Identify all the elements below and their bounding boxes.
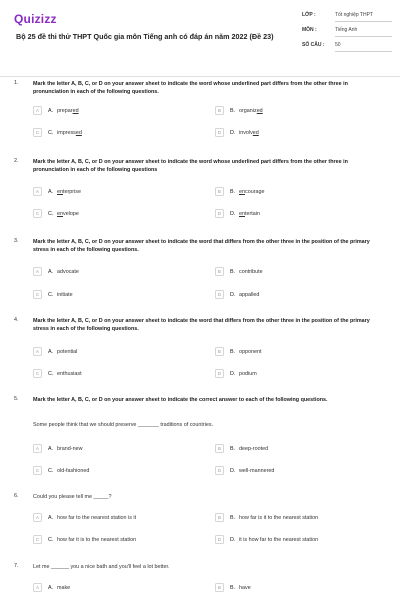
underlined-part: en — [239, 210, 245, 217]
option-c[interactable] — [33, 535, 203, 545]
option-letter: D. — [230, 536, 236, 543]
option-d[interactable] — [215, 369, 385, 379]
option-text: brand-new — [57, 445, 83, 452]
option-text-part: velope — [63, 210, 79, 217]
option-box: B — [215, 444, 224, 453]
option-text-part: prepar — [57, 107, 73, 114]
option-box: C — [33, 535, 42, 544]
option-letter: C. — [48, 467, 54, 474]
option-letter: B. — [230, 445, 236, 452]
option-text — [57, 189, 81, 195]
question-text: Mark the letter A, B, C, or D on your answer sheet to indicate the word that differs from the other three in the position of the primary stress in each of the following questions. — [33, 239, 370, 253]
option-text — [57, 130, 82, 136]
question-number: 1. — [14, 80, 19, 86]
option-letter: A. — [48, 514, 54, 521]
option-text: podium — [239, 370, 257, 377]
option-d[interactable] — [215, 466, 385, 476]
option-text: how far it is to the nearest station — [57, 536, 137, 543]
option-text: advocate — [57, 268, 79, 275]
option-box: A — [33, 444, 42, 453]
option-letter: A. — [48, 268, 54, 275]
question-number: 5. — [14, 396, 19, 402]
option-box: B — [215, 106, 224, 115]
option-d[interactable] — [215, 290, 385, 300]
option-letter: C. — [48, 129, 54, 136]
worksheet-meta — [302, 12, 392, 57]
option-text-part: involv — [239, 129, 253, 136]
option-text: potential — [57, 348, 78, 355]
question-number: 6. — [14, 493, 19, 499]
option-text: old-fashioned — [57, 467, 90, 474]
option-box: D — [215, 290, 224, 299]
question-text: Could you please tell me _____? — [33, 494, 112, 500]
option-a[interactable] — [33, 583, 203, 593]
meta-row-mon — [302, 27, 392, 42]
option-text: contribute — [239, 268, 263, 275]
option-a[interactable] — [33, 187, 203, 197]
option-a[interactable] — [33, 513, 203, 523]
question-number: 3. — [14, 238, 19, 244]
option-letter: B. — [230, 188, 236, 195]
question-number: 4. — [14, 317, 19, 323]
option-box: D — [215, 466, 224, 475]
option-box: C — [33, 128, 42, 137]
meta-value: Tốt nghiệp THPT — [335, 12, 392, 22]
option-d[interactable] — [215, 535, 385, 545]
option-text: have — [239, 584, 251, 591]
document-title: Bộ 25 đề thi thử THPT Quốc gia môn Tiếng anh có đáp án năm 2022 (Đề 23) — [16, 32, 274, 41]
option-text-part: courage — [245, 188, 265, 195]
option-letter: D. — [230, 467, 236, 474]
option-letter: B. — [230, 268, 236, 275]
option-a[interactable] — [33, 106, 203, 116]
underlined-part: ed — [75, 129, 82, 136]
option-text: initiate — [57, 291, 73, 298]
option-letter: A. — [48, 445, 54, 452]
option-c[interactable] — [33, 466, 203, 476]
option-letter: C. — [48, 370, 54, 377]
option-box: B — [215, 583, 224, 592]
option-box: C — [33, 466, 42, 475]
question-number: 7. — [14, 563, 19, 569]
worksheet-header — [0, 0, 400, 76]
option-text-part: impress — [57, 129, 76, 136]
option-text: it is how far to the nearest station — [239, 536, 319, 543]
option-b[interactable] — [215, 583, 385, 593]
option-text — [239, 189, 264, 195]
option-letter: A. — [48, 188, 54, 195]
option-box: D — [215, 535, 224, 544]
option-box: C — [33, 209, 42, 218]
option-c[interactable] — [33, 209, 203, 219]
option-b[interactable] — [215, 513, 385, 523]
question-number: 2. — [14, 158, 19, 164]
question-text: Let me ______ you a nice bath and you'll feel a lot better. — [33, 564, 170, 570]
option-letter: B. — [230, 348, 236, 355]
option-b[interactable] — [215, 444, 385, 454]
option-letter: A. — [48, 107, 54, 114]
meta-row-socau — [302, 42, 392, 57]
meta-row-lop — [302, 12, 392, 27]
option-box: D — [215, 128, 224, 137]
option-box: C — [33, 369, 42, 378]
option-text: opponent — [239, 348, 262, 355]
underlined-part: ed — [72, 107, 79, 114]
option-text — [239, 108, 263, 114]
option-text — [239, 130, 259, 136]
underlined-part: en — [57, 210, 63, 217]
question-text: Mark the letter A, B, C, or D on your answer sheet to indicate the word whose underlined part differs from the other three in pronunciation in each of the following questions — [33, 159, 348, 173]
option-text-part: terprise — [63, 188, 81, 195]
option-letter: D. — [230, 370, 236, 377]
option-box: A — [33, 513, 42, 522]
question-text: Mark the letter A, B, C, or D on your answer sheet to indicate the word whose underlined part differs from the other three in pronunciation in each of the following questions. — [33, 81, 348, 95]
option-box: A — [33, 187, 42, 196]
option-text: deep-rooted — [239, 445, 269, 452]
option-box: B — [215, 513, 224, 522]
option-letter: B. — [230, 584, 236, 591]
option-letter: A. — [48, 584, 54, 591]
option-letter: C. — [48, 210, 54, 217]
underlined-part: ed — [252, 129, 259, 136]
option-box: D — [215, 369, 224, 378]
meta-label: SỐ CÂU : — [302, 42, 325, 48]
option-box: B — [215, 347, 224, 356]
question-text: Mark the letter A, B, C, or D on your answer sheet to indicate the correct answer to each of the following questions. — [33, 397, 328, 403]
option-b[interactable] — [215, 106, 385, 116]
option-box: B — [215, 267, 224, 276]
underlined-part: en — [57, 188, 63, 195]
option-b[interactable] — [215, 347, 385, 357]
option-text-part: tertain — [245, 210, 260, 217]
option-letter: C. — [48, 291, 54, 298]
meta-value: 50 — [335, 42, 392, 52]
option-text: how far is it to the nearest station — [239, 514, 319, 521]
option-box: C — [33, 290, 42, 299]
option-letter: D. — [230, 291, 236, 298]
option-letter: B. — [230, 514, 236, 521]
option-text: appalled — [239, 291, 260, 298]
option-box: A — [33, 583, 42, 592]
meta-label: LỚP : — [302, 12, 316, 18]
option-text — [57, 108, 79, 114]
option-text: make — [57, 584, 71, 591]
option-text — [239, 211, 260, 217]
meta-label: MÔN : — [302, 27, 317, 33]
option-box: B — [215, 187, 224, 196]
option-c[interactable] — [33, 369, 203, 379]
quizizz-logo: Quizizz — [14, 12, 57, 26]
option-a[interactable] — [33, 444, 203, 454]
option-d[interactable] — [215, 209, 385, 219]
option-c[interactable] — [33, 128, 203, 138]
option-b[interactable] — [215, 267, 385, 277]
option-c[interactable] — [33, 290, 203, 300]
option-letter: D. — [230, 129, 236, 136]
option-d[interactable] — [215, 128, 385, 138]
option-b[interactable] — [215, 187, 385, 197]
question-text: Mark the letter A, B, C, or D on your answer sheet to indicate the word that differs from the other three in the position of the primary stress in each of the following questions. — [33, 318, 370, 332]
header-divider — [0, 76, 400, 77]
option-box: A — [33, 106, 42, 115]
option-letter: D. — [230, 210, 236, 217]
option-text: how far to the nearest station is it — [57, 514, 137, 521]
option-a[interactable] — [33, 347, 203, 357]
option-box: A — [33, 347, 42, 356]
option-box: D — [215, 209, 224, 218]
option-text: well-mannered — [239, 467, 275, 474]
option-text-part: organiz — [239, 107, 257, 114]
option-letter: B. — [230, 107, 236, 114]
option-text: enthusiast — [57, 370, 82, 377]
underlined-part: ed — [256, 107, 263, 114]
option-box: A — [33, 267, 42, 276]
option-letter: A. — [48, 348, 54, 355]
option-text — [57, 211, 79, 217]
question-sentence: Some people think that we should preserve _______ traditions of countries. — [33, 422, 214, 428]
meta-value: Tiếng Anh — [335, 27, 392, 37]
option-letter: C. — [48, 536, 54, 543]
option-a[interactable] — [33, 267, 203, 277]
underlined-part: en — [239, 188, 245, 195]
